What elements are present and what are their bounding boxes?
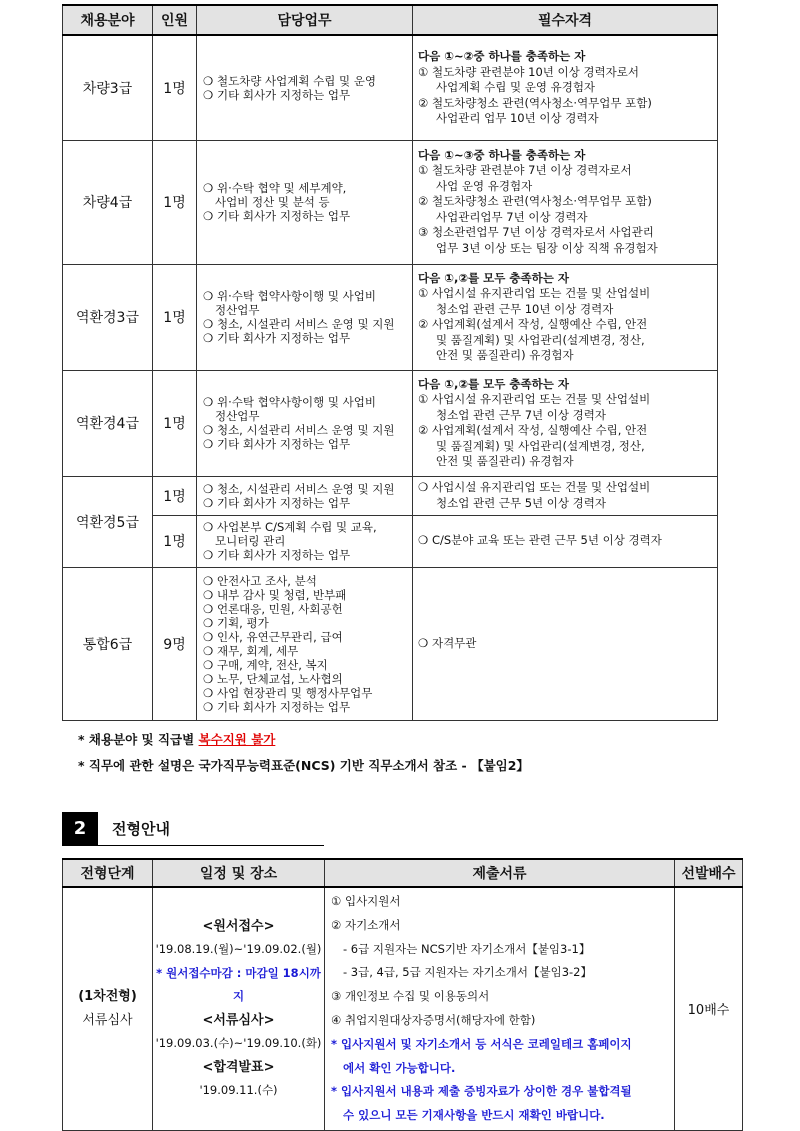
duty-line: ❍ 기타 회사가 지정하는 업무 <box>203 87 351 102</box>
duty-line: ❍ 기타 회사가 지정하는 업무 <box>203 331 351 345</box>
doc-line: ① 입사지원서 <box>331 894 401 908</box>
table-row <box>63 140 718 264</box>
duty-line: ❍ 기타 회사가 지정하는 업무 <box>203 495 351 510</box>
note-warning: 복수지원 불가 <box>198 732 276 747</box>
doc-line: - 6급 지원자는 NCS기반 자기소개서【붙임3-1】 <box>343 941 591 956</box>
schedule-heading: <원서접수> <box>202 918 275 934</box>
doc-line: ② 자기소개서 <box>331 917 401 932</box>
qual-line: 청소업 관련 근무 10년 이상 경력자 <box>436 301 614 316</box>
qual-line: 및 품질계획) 및 사업관리(설계변경, 정산, <box>436 438 645 453</box>
section-number: 2 <box>62 812 98 846</box>
section-title: 전형안내 <box>112 820 170 838</box>
duty-line: 정산업무 <box>215 303 260 317</box>
qual-line: ❍ 자격무관 <box>418 635 477 650</box>
documents-cell <box>325 887 675 1130</box>
header-field: 채용분야 <box>63 5 153 35</box>
table-row <box>63 515 718 567</box>
duties-cell <box>197 567 413 720</box>
header-documents: 제출서류 <box>325 859 675 887</box>
field-cell: 역환경5급 <box>63 476 153 567</box>
qual-line: ① 철도차량 관련분야 7년 이상 경력자로서 <box>418 163 632 178</box>
qualifications-cell <box>413 140 718 264</box>
duty-line: ❍ 청소, 시설관리 서비스 운영 및 지원 <box>203 423 395 437</box>
qual-heading: 다음 ①,②를 모두 충족하는 자 <box>418 376 569 391</box>
duty-line: ❍ 언론대응, 민원, 사회공헌 <box>203 601 343 616</box>
qual-line: ❍ C/S분야 교육 또는 관련 근무 5년 이상 경력자 <box>418 533 662 548</box>
qual-line: 업무 3년 이상 또는 팀장 이상 직책 유경험자 <box>436 240 658 255</box>
section-heading <box>62 812 324 846</box>
qual-line: 및 품질계획) 및 사업관리(설계변경, 정산, <box>436 332 645 347</box>
qual-line: ① 사업시설 유지관리업 또는 건물 및 산업설비 <box>418 392 651 406</box>
field-cell: 역환경4급 <box>63 370 153 476</box>
duties-cell <box>197 140 413 264</box>
table-row <box>63 370 718 476</box>
notes <box>78 727 529 779</box>
stage-name: 서류심사 <box>82 1012 133 1028</box>
qual-line: ① 철도차량 관련분야 10년 이상 경력자로서 <box>418 64 639 79</box>
qualifications-cell <box>413 264 718 370</box>
schedule-deadline-note: * 원서접수마감 : 마감일 18시까지 <box>156 965 321 1004</box>
doc-note: 수 있으니 모든 기재사항을 반드시 재확인 바랍니다. <box>343 1108 605 1123</box>
header-duties: 담당업무 <box>197 5 413 35</box>
note-multiple-application <box>78 727 529 753</box>
qual-line: 사업관리업무 7년 이상 경력자 <box>436 209 588 224</box>
note-ncs: * 직무에 관한 설명은 국가직무능력표준(NCS) 기반 직무소개서 참조 - 【붙임2】 <box>78 758 529 773</box>
field-cell: 통합6급 <box>63 567 153 720</box>
qual-line: 사업계획 수립 및 운영 유경험자 <box>436 80 596 94</box>
ratio-cell: 10배수 <box>675 887 743 1130</box>
duty-line: 사업비 정산 및 분석 등 <box>215 195 330 209</box>
field-cell: 역환경3급 <box>63 264 153 370</box>
qual-heading: 다음 ①~②중 하나를 충족하는 자 <box>418 49 586 63</box>
qual-line: ② 철도차량청소 관련(역사청소·역무업무 포함) <box>418 95 652 110</box>
table-row <box>63 35 718 140</box>
header-ratio: 선발배수 <box>675 859 743 887</box>
duty-line: ❍ 재무, 회계, 세무 <box>203 643 299 658</box>
recruitment-table <box>62 4 718 721</box>
count-cell: 9명 <box>153 567 197 720</box>
count-cell: 1명 <box>153 35 197 140</box>
doc-line: - 3급, 4급, 5급 지원자는 자기소개서【붙임3-2】 <box>343 965 592 980</box>
qual-line: 청소업 관련 근무 7년 이상 경력자 <box>436 407 607 422</box>
doc-line: ③ 개인정보 수집 및 이용동의서 <box>331 989 490 1004</box>
qual-line: ② 철도차량청소 관련(역사청소·역무업무 포함) <box>418 194 652 209</box>
duty-line: 정산업무 <box>215 409 260 423</box>
header-qualifications: 필수자격 <box>413 5 718 35</box>
schedule-date: '19.08.19.(월)~'19.09.02.(월) <box>155 942 322 957</box>
qual-line: 사업관리 업무 10년 이상 경력자 <box>436 111 599 125</box>
count-cell: 1명 <box>153 515 197 567</box>
header-count: 인원 <box>153 5 197 35</box>
qualifications-cell <box>413 567 718 720</box>
duties-cell <box>197 370 413 476</box>
field-cell: 차량3급 <box>63 35 153 140</box>
duties-cell <box>197 264 413 370</box>
note-text: * 채용분야 및 직급별 <box>78 732 199 747</box>
field-cell: 차량4급 <box>63 140 153 264</box>
duties-cell <box>197 476 413 515</box>
count-cell: 1명 <box>153 264 197 370</box>
doc-line: ④ 취업지원대상자증명서(해당자에 한함) <box>331 1012 536 1027</box>
duty-line: ❍ 기타 회사가 지정하는 업무 <box>203 699 351 714</box>
duty-line: ❍ 청소, 시설관리 서비스 운영 및 지원 <box>203 317 395 331</box>
duty-line: ❍ 위·수탁 협약사항이행 및 사업비 <box>203 395 377 409</box>
count-cell: 1명 <box>153 370 197 476</box>
schedule-heading: <서류심사> <box>202 1012 275 1028</box>
duty-line: ❍ 위·수탁 협약사항이행 및 사업비 <box>203 289 377 303</box>
duty-line: ❍ 기타 회사가 지정하는 업무 <box>203 548 351 562</box>
qual-line: 청소업 관련 근무 5년 이상 경력자 <box>436 495 607 510</box>
table-header-row <box>63 5 718 35</box>
qual-heading: 다음 ①~③중 하나를 충족하는 자 <box>418 147 586 162</box>
duty-line: ❍ 위·수탁 협약 및 세부계약, <box>203 181 347 195</box>
schedule-date: '19.09.11.(수) <box>199 1083 278 1098</box>
duty-line: ❍ 청소, 시설관리 서비스 운영 및 지원 <box>203 481 395 496</box>
duties-cell <box>197 35 413 140</box>
duty-line: ❍ 인사, 유연근무관리, 급여 <box>203 629 343 644</box>
doc-note: * 입사지원서 내용과 제출 증빙자료가 상이한 경우 불합격될 <box>331 1084 632 1099</box>
duty-line: ❍ 안전사고 조사, 분석 <box>203 573 317 588</box>
count-cell: 1명 <box>153 476 197 515</box>
schedule-cell <box>153 887 325 1130</box>
qualifications-cell <box>413 476 718 515</box>
qual-line: 안전 및 품질관리) 유경험자 <box>436 348 574 362</box>
qual-line: 안전 및 품질관리) 유경험자 <box>436 454 574 468</box>
qual-line: ③ 청소관련업무 7년 이상 경력자로서 사업관리 <box>418 225 654 240</box>
qualifications-cell <box>413 515 718 567</box>
doc-note: * 입사지원서 및 자기소개서 등 서식은 코레일테크 홈페이지 <box>331 1036 632 1051</box>
duty-line: ❍ 철도차량 사업계획 수립 및 운영 <box>203 73 377 88</box>
schedule-date: '19.09.03.(수)~'19.09.10.(화) <box>155 1036 322 1051</box>
qual-heading: 다음 ①,②를 모두 충족하는 자 <box>418 270 569 285</box>
qual-line: 사업 운영 유경험자 <box>436 178 533 193</box>
table-row <box>63 567 718 720</box>
qualifications-cell <box>413 35 718 140</box>
qual-line: ❍ 사업시설 유지관리업 또는 건물 및 산업설비 <box>418 480 651 494</box>
table-row <box>63 476 718 515</box>
qual-line: ② 사업계획(설계서 작성, 실행예산 수립, 안전 <box>418 317 648 331</box>
duty-line: ❍ 노무, 단체교섭, 노사협의 <box>203 671 343 686</box>
doc-note: 에서 확인 가능합니다. <box>343 1060 456 1075</box>
table-row <box>63 887 743 1130</box>
schedule-heading: <합격발표> <box>202 1059 275 1075</box>
duty-line: ❍ 내부 감사 및 청렴, 반부패 <box>203 587 347 602</box>
duty-line: ❍ 사업 현장관리 및 행정사무업무 <box>203 685 373 700</box>
stage-label: (1차전형) <box>78 988 137 1004</box>
table-header-row <box>63 859 743 887</box>
table-row <box>63 264 718 370</box>
qual-line: ② 사업계획(설계서 작성, 실행예산 수립, 안전 <box>418 423 648 437</box>
duty-line: ❍ 구매, 계약, 전산, 복지 <box>203 657 328 672</box>
count-cell: 1명 <box>153 140 197 264</box>
qualifications-cell <box>413 370 718 476</box>
duty-line: ❍ 기타 회사가 지정하는 업무 <box>203 209 351 223</box>
duties-cell <box>197 515 413 567</box>
duty-line: 모니터링 관리 <box>215 534 286 548</box>
qual-line: ① 사업시설 유지관리업 또는 건물 및 산업설비 <box>418 286 651 300</box>
header-stage: 전형단계 <box>63 859 153 887</box>
stage-cell <box>63 887 153 1130</box>
selection-process-table <box>62 858 743 1131</box>
duty-line: ❍ 기획, 평가 <box>203 615 269 630</box>
header-schedule: 일정 및 장소 <box>153 859 325 887</box>
duty-line: ❍ 기타 회사가 지정하는 업무 <box>203 437 351 451</box>
duty-line: ❍ 사업본부 C/S계획 수립 및 교육, <box>203 520 377 534</box>
